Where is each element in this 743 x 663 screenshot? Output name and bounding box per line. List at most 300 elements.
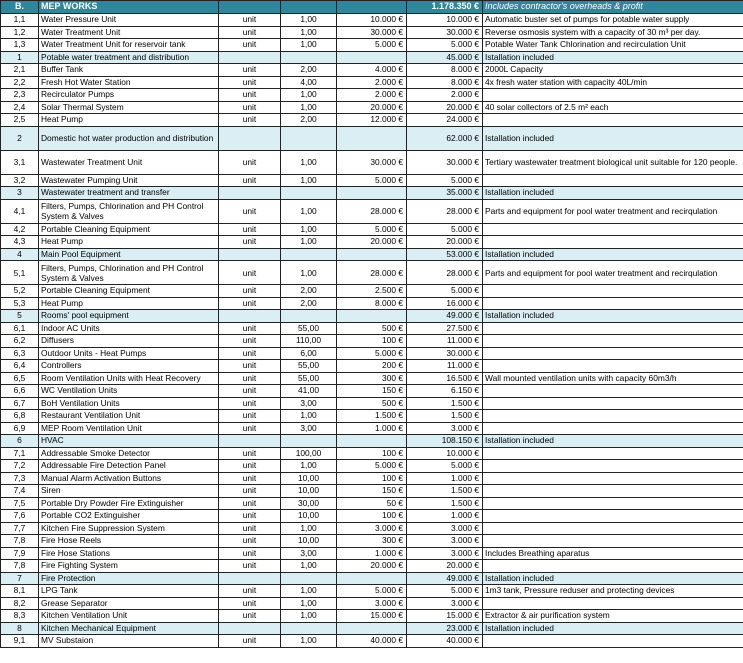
item-note [483,597,743,610]
item-unit: unit [219,585,281,598]
item-quantity: 10,00 [281,485,337,498]
table-row [1,485,743,498]
item-number: 3 [1,187,39,200]
item-unit-price: 2.000 € [337,89,407,102]
item-number: 6 [1,435,39,448]
item-unit: unit [219,236,281,249]
item-unit: unit [219,360,281,373]
item-quantity: 3,00 [281,547,337,560]
item-unit-price: 2.000 € [337,76,407,89]
item-number: 7,8 [1,535,39,548]
header-empty-cell [337,1,407,14]
item-note [483,223,743,236]
item-unit: unit [219,547,281,560]
item-unit [219,435,281,448]
item-total: 40.000 € [407,635,483,648]
item-unit-price [337,51,407,64]
item-quantity: 55,00 [281,360,337,373]
subtotal-row [1,435,743,448]
item-description: Heat Pump [39,114,219,127]
item-description: Potable water treatment and distribution [39,51,219,64]
item-quantity [281,435,337,448]
item-quantity: 2,00 [281,64,337,77]
item-number: 1,1 [1,14,39,27]
table-row [1,297,743,310]
item-unit-price: 40.000 € [337,635,407,648]
item-quantity: 1,00 [281,89,337,102]
item-note [483,422,743,435]
item-note: Istallation included [483,622,743,635]
item-quantity: 1,00 [281,101,337,114]
item-description: Fire Protection [39,572,219,585]
item-unit: unit [219,510,281,523]
item-unit: unit [219,560,281,573]
item-note [483,89,743,102]
item-note [483,522,743,535]
item-unit-price: 2.500 € [337,285,407,298]
item-number: 2 [1,126,39,150]
item-description: Wastewater treatment and transfer [39,187,219,200]
table-row [1,397,743,410]
item-total: 1.500 € [407,497,483,510]
item-quantity [281,187,337,200]
item-unit-price: 3.000 € [337,597,407,610]
item-description: Filters, Pumps, Chlorination and PH Control System & Valves [39,261,219,285]
item-number: 4,2 [1,223,39,236]
item-note [483,410,743,423]
item-unit-price: 20.000 € [337,560,407,573]
item-total: 8.000 € [407,64,483,77]
item-number: 3,2 [1,174,39,187]
table-row [1,322,743,335]
item-note: Istallation included [483,126,743,150]
table-row [1,460,743,473]
table-row [1,14,743,27]
subtotal-row [1,51,743,64]
item-description: Fire Hose Reels [39,535,219,548]
item-quantity [281,51,337,64]
item-total: 30.000 € [407,347,483,360]
item-total: 5.000 € [407,585,483,598]
item-description: Restaurant Ventilation Unit [39,410,219,423]
table-row [1,89,743,102]
item-quantity: 1,00 [281,410,337,423]
item-number: 6,7 [1,397,39,410]
item-number: 7,7 [1,522,39,535]
item-unit-price: 5.000 € [337,347,407,360]
item-note [483,535,743,548]
item-total: 30.000 € [407,150,483,174]
item-total: 3.000 € [407,597,483,610]
item-description: Addressable Fire Detection Panel [39,460,219,473]
item-unit: unit [219,535,281,548]
item-number: 6,4 [1,360,39,373]
table-row [1,223,743,236]
item-total: 30.000 € [407,26,483,39]
item-description: Rooms' pool equipment [39,310,219,323]
item-note [483,236,743,249]
table-row [1,372,743,385]
item-description: Indoor AC Units [39,322,219,335]
item-description: Fresh Hot Water Station [39,76,219,89]
table-row [1,26,743,39]
item-description: Addressable Smoke Detector [39,447,219,460]
item-total: 49.000 € [407,572,483,585]
item-unit-price: 20.000 € [337,236,407,249]
item-unit: unit [219,26,281,39]
item-description: Grease Separator [39,597,219,610]
item-note [483,114,743,127]
item-unit: unit [219,597,281,610]
table-row [1,335,743,348]
subtotal-row [1,248,743,261]
item-number: 8 [1,622,39,635]
item-unit-price [337,126,407,150]
item-number: 7,4 [1,485,39,498]
item-note: 40 solar collectors of 2.5 m² each [483,101,743,114]
item-total: 3.000 € [407,422,483,435]
item-total: 1.000 € [407,472,483,485]
item-quantity: 2,00 [281,114,337,127]
item-number: 9,1 [1,635,39,648]
item-unit-price: 30.000 € [337,150,407,174]
item-number: 6,3 [1,347,39,360]
item-description: Fire Fighting System [39,560,219,573]
item-number: 1 [1,51,39,64]
item-quantity: 1,00 [281,150,337,174]
item-number: 6,6 [1,385,39,398]
table-row [1,150,743,174]
item-unit-price: 50 € [337,497,407,510]
item-unit: unit [219,335,281,348]
item-unit: unit [219,497,281,510]
item-total: 5.000 € [407,285,483,298]
item-unit: unit [219,447,281,460]
item-total: 16.500 € [407,372,483,385]
item-note [483,460,743,473]
section-header-row [1,1,743,14]
item-number: 2,3 [1,89,39,102]
item-unit: unit [219,397,281,410]
item-number: 2,1 [1,64,39,77]
item-quantity: 1,00 [281,610,337,623]
item-unit-price: 8.000 € [337,297,407,310]
item-note: Istallation included [483,51,743,64]
item-total: 28.000 € [407,199,483,223]
table-row [1,360,743,373]
item-number: 7,6 [1,510,39,523]
item-note: Reverse osmosis system with a capacity of 30 m³ per day. [483,26,743,39]
item-unit: unit [219,174,281,187]
item-description: Manual Alarm Activation Buttons [39,472,219,485]
item-note: Istallation included [483,187,743,200]
item-unit-price: 4.000 € [337,64,407,77]
item-number: 7,1 [1,447,39,460]
item-description: Recirculator Pumps [39,89,219,102]
item-description: Outdoor Units - Heat Pumps [39,347,219,360]
table-row [1,385,743,398]
item-unit: unit [219,89,281,102]
item-unit-price [337,187,407,200]
item-number: 4 [1,248,39,261]
item-total: 3.000 € [407,547,483,560]
table-row [1,236,743,249]
item-unit-price: 150 € [337,485,407,498]
item-total: 45.000 € [407,51,483,64]
item-description: Portable Dry Powder Fire Extinguisher [39,497,219,510]
table-row [1,410,743,423]
item-unit: unit [219,635,281,648]
item-note: Parts and equipment for pool water treatment and recirqulation [483,261,743,285]
table-row [1,261,743,285]
item-total: 1.500 € [407,485,483,498]
item-quantity [281,572,337,585]
item-description: Heat Pump [39,236,219,249]
item-total: 28.000 € [407,261,483,285]
item-unit-price: 500 € [337,322,407,335]
item-quantity: 1,00 [281,174,337,187]
item-number: 7,9 [1,547,39,560]
item-quantity: 1,00 [281,261,337,285]
item-quantity: 6,00 [281,347,337,360]
item-unit-price: 300 € [337,535,407,548]
item-note: Extractor & air purification system [483,610,743,623]
item-note [483,322,743,335]
subtotal-row [1,126,743,150]
table-row [1,347,743,360]
item-unit-price: 100 € [337,335,407,348]
item-note [483,285,743,298]
item-note: Potable Water Tank Chlorination and recirculation Unit [483,39,743,52]
item-note [483,335,743,348]
item-unit-price: 3.000 € [337,522,407,535]
item-unit-price: 30.000 € [337,26,407,39]
item-unit-price: 100 € [337,472,407,485]
item-unit [219,187,281,200]
item-total: 49.000 € [407,310,483,323]
item-quantity: 1,00 [281,522,337,535]
item-unit-price [337,435,407,448]
item-total: 11.000 € [407,360,483,373]
table-row [1,635,743,648]
item-description: Wastewater Pumping Unit [39,174,219,187]
item-unit: unit [219,472,281,485]
item-total: 53.000 € [407,248,483,261]
item-quantity: 1,00 [281,223,337,236]
item-total: 2.000 € [407,89,483,102]
item-quantity: 1,00 [281,199,337,223]
item-quantity: 2,00 [281,285,337,298]
table-row [1,114,743,127]
item-description: Main Pool Equipment [39,248,219,261]
item-unit: unit [219,39,281,52]
item-note: 4x fresh water station with capacity 40L/min [483,76,743,89]
item-description: Portable CO2 Extinguisher [39,510,219,523]
table-row [1,174,743,187]
item-number: 6,1 [1,322,39,335]
item-unit [219,622,281,635]
header-empty-cell [219,1,281,14]
table-row [1,610,743,623]
item-unit: unit [219,76,281,89]
item-note: Tertiary wastewater treatment biological unit suitable for 120 people. [483,150,743,174]
header-empty-cell [281,1,337,14]
item-unit [219,126,281,150]
item-description: Wastewater Treatment Unit [39,150,219,174]
item-total: 5.000 € [407,223,483,236]
section-note: Includes contractor's overheads & profit [483,1,743,14]
item-total: 8.000 € [407,76,483,89]
item-total: 6.150 € [407,385,483,398]
item-unit-price: 5.000 € [337,223,407,236]
item-unit: unit [219,372,281,385]
item-unit [219,51,281,64]
item-unit: unit [219,522,281,535]
item-description: Water Treatment Unit [39,26,219,39]
item-number: 6,5 [1,372,39,385]
item-description: Portable Cleaning Equipment [39,223,219,236]
item-number: 4,1 [1,199,39,223]
item-number: 8,2 [1,597,39,610]
item-unit-price: 1.500 € [337,410,407,423]
item-total: 5.000 € [407,460,483,473]
item-total: 15.000 € [407,610,483,623]
item-note: Istallation included [483,572,743,585]
item-number: 2,5 [1,114,39,127]
item-note [483,360,743,373]
item-total: 20.000 € [407,560,483,573]
item-unit: unit [219,64,281,77]
item-quantity [281,622,337,635]
section-total: 1.178.350 € [407,1,483,14]
item-number: 6,2 [1,335,39,348]
item-description: Room Ventilation Units with Heat Recovery [39,372,219,385]
item-note [483,497,743,510]
item-unit-price: 300 € [337,372,407,385]
item-description: MV Substaion [39,635,219,648]
item-unit-price: 12.000 € [337,114,407,127]
item-unit-price: 200 € [337,360,407,373]
item-quantity: 4,00 [281,76,337,89]
item-unit [219,248,281,261]
item-number: 7 [1,572,39,585]
item-number: 6,8 [1,410,39,423]
item-unit [219,572,281,585]
item-number: 7,5 [1,497,39,510]
item-unit-price: 28.000 € [337,261,407,285]
item-unit-price: 1.000 € [337,422,407,435]
item-note: Istallation included [483,248,743,261]
item-number: 5 [1,310,39,323]
section-title: MEP WORKS [39,1,219,14]
item-number: 1,3 [1,39,39,52]
item-number: 7,3 [1,472,39,485]
subtotal-row [1,310,743,323]
table-row [1,447,743,460]
item-description: WC Ventilation Units [39,385,219,398]
table-row [1,585,743,598]
item-description: Filters, Pumps, Chlorination and PH Control System & Valves [39,199,219,223]
item-note [483,510,743,523]
item-note [483,174,743,187]
item-description: LPG Tank [39,585,219,598]
item-note: 1m3 tank, Pressure reduser and protecting devices [483,585,743,598]
table-row [1,510,743,523]
item-quantity: 55,00 [281,322,337,335]
item-number: 7,8 [1,560,39,573]
item-total: 11.000 € [407,335,483,348]
item-total: 5.000 € [407,39,483,52]
item-unit: unit [219,610,281,623]
item-quantity [281,248,337,261]
item-unit-price: 20.000 € [337,101,407,114]
table-row [1,472,743,485]
item-number: 8,3 [1,610,39,623]
item-description: Buffer Tank [39,64,219,77]
item-unit-price [337,310,407,323]
item-note [483,635,743,648]
item-unit: unit [219,297,281,310]
item-description: Water Treatment Unit for reservoir tank [39,39,219,52]
table-row [1,522,743,535]
item-unit: unit [219,422,281,435]
item-unit: unit [219,322,281,335]
item-quantity: 55,00 [281,372,337,385]
item-unit [219,310,281,323]
item-unit: unit [219,347,281,360]
item-total: 20.000 € [407,101,483,114]
table-row [1,64,743,77]
item-description: Kitchen Ventilation Unit [39,610,219,623]
item-quantity: 10,00 [281,535,337,548]
item-total: 1.000 € [407,510,483,523]
item-note [483,385,743,398]
item-total: 10.000 € [407,447,483,460]
item-unit-price [337,248,407,261]
item-note [483,560,743,573]
item-note [483,472,743,485]
table-row [1,560,743,573]
item-unit-price: 1.000 € [337,547,407,560]
item-unit: unit [219,460,281,473]
item-quantity: 2,00 [281,297,337,310]
table-row [1,497,743,510]
item-unit: unit [219,114,281,127]
item-total: 10.000 € [407,14,483,27]
subtotal-row [1,572,743,585]
item-description: Water Pressure Unit [39,14,219,27]
item-number: 3,1 [1,150,39,174]
item-note [483,347,743,360]
item-number: 5,3 [1,297,39,310]
item-quantity: 30,00 [281,497,337,510]
item-total: 1.500 € [407,397,483,410]
table-row [1,39,743,52]
item-total: 5.000 € [407,174,483,187]
table-row [1,199,743,223]
item-description: Diffusers [39,335,219,348]
item-unit-price [337,622,407,635]
item-unit: unit [219,101,281,114]
table-row [1,547,743,560]
item-quantity: 1,00 [281,14,337,27]
item-total: 27.500 € [407,322,483,335]
table-row [1,285,743,298]
item-description: Solar Thermal System [39,101,219,114]
item-total: 3.000 € [407,535,483,548]
item-total: 35.000 € [407,187,483,200]
item-total: 23.000 € [407,622,483,635]
